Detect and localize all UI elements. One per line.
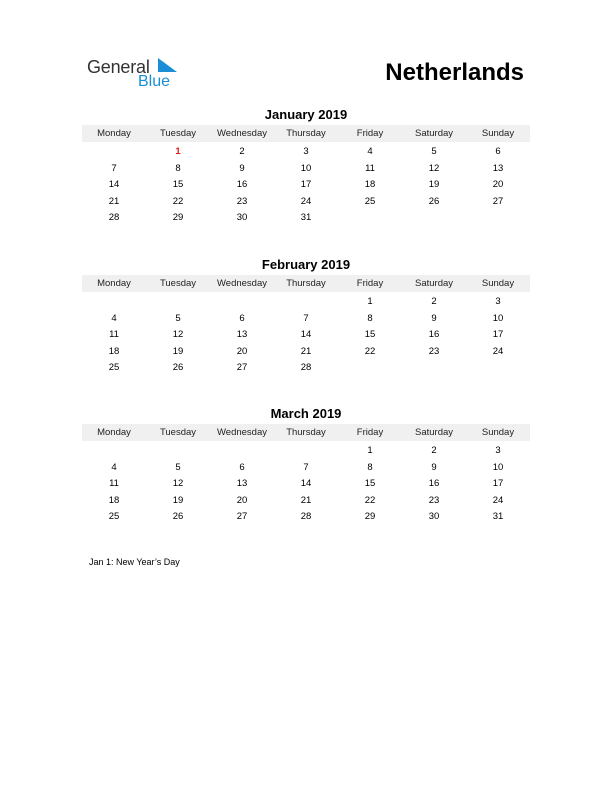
empty-day-cell	[466, 360, 530, 377]
empty-day-cell	[210, 443, 274, 460]
weekday-label: Sunday	[481, 278, 515, 289]
day-cell: 28	[108, 212, 120, 224]
day-cell: 26	[172, 511, 184, 523]
day-cell: 14	[300, 478, 312, 490]
logo-text-blue: Blue	[138, 73, 171, 90]
day-cell: 24	[492, 345, 504, 357]
day-cell: 20	[236, 494, 248, 506]
day-cell: 3	[495, 296, 501, 307]
weekday-label: Wednesday	[217, 128, 267, 139]
logo-text-general: General	[87, 57, 150, 77]
day-cell: 26	[428, 195, 440, 207]
month-calendar-march	[82, 405, 530, 526]
weekday-label: Wednesday	[217, 427, 267, 438]
day-cell: 24	[492, 494, 504, 506]
day-cell: 21	[300, 494, 312, 506]
weekday-label: Saturday	[414, 427, 454, 438]
week-row	[82, 294, 530, 311]
holiday-notes	[89, 556, 180, 568]
empty-day-cell	[82, 443, 146, 460]
weekday-header-row	[82, 125, 530, 142]
week-row	[82, 177, 530, 194]
empty-day-cell	[146, 443, 210, 460]
day-cell: 9	[431, 312, 437, 324]
weekday-label: Wednesday	[217, 278, 267, 289]
day-cell: 23	[236, 195, 248, 207]
empty-day-cell	[402, 360, 466, 377]
day-cell: 25	[108, 511, 120, 523]
day-cell: 30	[428, 511, 440, 523]
day-cell: 1	[367, 445, 373, 456]
month-calendar-february	[82, 256, 530, 377]
weekday-label: Thursday	[286, 427, 326, 438]
day-cell: 3	[495, 445, 501, 456]
month-title: March 2019	[270, 406, 342, 421]
day-cell: 7	[303, 461, 309, 473]
day-cell: 17	[492, 478, 504, 490]
day-cell: 11	[365, 162, 375, 174]
day-cell: 13	[236, 478, 248, 490]
day-cell: 5	[175, 312, 181, 324]
day-cell: 19	[428, 179, 440, 191]
day-cell: 17	[300, 179, 312, 191]
day-cell: 27	[236, 362, 248, 374]
empty-day-cell	[210, 294, 274, 311]
day-cell: 29	[172, 212, 184, 224]
empty-day-cell	[82, 294, 146, 311]
day-cell: 9	[431, 461, 437, 473]
weekday-label: Tuesday	[159, 278, 197, 289]
day-cell: 13	[492, 162, 504, 174]
day-cell: 5	[175, 461, 181, 473]
weekday-header-row	[82, 424, 530, 441]
week-row	[82, 493, 530, 510]
day-cell: 2	[239, 146, 245, 157]
day-cell: 12	[428, 162, 440, 174]
week-row	[82, 360, 530, 377]
day-cell: 13	[236, 329, 248, 341]
empty-day-cell	[466, 210, 530, 227]
day-cell: 31	[492, 511, 504, 523]
month-title: February 2019	[261, 257, 351, 272]
day-cell: 14	[108, 179, 120, 191]
day-cell: 6	[495, 146, 501, 157]
weekday-label: Thursday	[286, 128, 326, 139]
day-cell: 7	[303, 312, 309, 324]
country-title: Netherlands	[385, 59, 524, 86]
day-cell: 19	[172, 494, 184, 506]
day-cell: 15	[172, 179, 184, 191]
week-row	[82, 327, 530, 344]
week-row	[82, 460, 530, 477]
day-cell: 6	[239, 461, 245, 473]
day-cell: 15	[364, 478, 376, 490]
weekday-label: Saturday	[414, 278, 454, 289]
logo-flag-icon	[158, 58, 177, 72]
day-cell: 8	[175, 162, 181, 174]
day-cell: 26	[172, 362, 184, 374]
week-row	[82, 443, 530, 460]
day-cell: 16	[236, 179, 248, 191]
day-cell: 17	[492, 329, 504, 341]
empty-day-cell	[146, 294, 210, 311]
week-row	[82, 476, 530, 493]
day-cell: 31	[300, 212, 312, 224]
day-cell: 23	[428, 345, 440, 357]
weekday-label: Sunday	[481, 427, 515, 438]
day-cell: 30	[236, 212, 248, 224]
weekday-label: Friday	[356, 427, 384, 438]
weekday-label: Monday	[97, 278, 131, 289]
empty-day-cell	[274, 294, 338, 311]
week-row	[82, 311, 530, 328]
day-cell: 29	[364, 511, 376, 523]
day-cell: 14	[300, 329, 312, 341]
day-cell: 19	[172, 345, 184, 357]
day-cell: 9	[239, 162, 245, 174]
empty-day-cell	[338, 360, 402, 377]
weekday-header-row	[82, 275, 530, 292]
weekday-label: Saturday	[414, 128, 454, 139]
week-row	[82, 210, 530, 227]
day-cell: 16	[428, 478, 440, 490]
day-cell: 10	[492, 312, 504, 324]
day-cell: 18	[108, 494, 120, 506]
day-cell: 12	[172, 478, 184, 490]
day-cell: 25	[364, 195, 376, 207]
day-cell: 24	[300, 195, 312, 207]
day-cell: 2	[431, 445, 437, 456]
empty-day-cell	[402, 210, 466, 227]
day-cell: 10	[492, 461, 504, 473]
weekday-label: Tuesday	[159, 427, 197, 438]
weekday-label: Monday	[97, 128, 131, 139]
day-cell: 8	[367, 312, 373, 324]
day-cell: 18	[364, 179, 376, 191]
weekday-label: Tuesday	[159, 128, 197, 139]
day-cell: 1	[367, 296, 373, 307]
day-cell: 22	[364, 494, 376, 506]
week-row	[82, 509, 530, 526]
month-title: January 2019	[264, 107, 348, 122]
weekday-label: Friday	[356, 128, 384, 139]
day-cell: 28	[300, 511, 312, 523]
day-cell: 27	[236, 511, 248, 523]
day-cell: 4	[111, 312, 117, 324]
weekday-label: Friday	[356, 278, 384, 289]
day-cell: 8	[367, 461, 373, 473]
day-cell: 21	[108, 195, 120, 207]
weekday-label: Sunday	[481, 128, 515, 139]
logo	[87, 56, 197, 92]
empty-day-cell	[274, 443, 338, 460]
empty-day-cell	[338, 210, 402, 227]
day-cell: 28	[300, 362, 312, 374]
day-cell: 7	[111, 162, 117, 174]
day-cell: 21	[300, 345, 312, 357]
day-cell: 3	[303, 146, 309, 157]
day-cell: 11	[109, 329, 119, 341]
day-cell: 25	[108, 362, 120, 374]
day-cell: 12	[172, 329, 184, 341]
week-row	[82, 344, 530, 361]
day-cell: 20	[492, 179, 504, 191]
day-cell: 22	[364, 345, 376, 357]
week-row	[82, 144, 530, 161]
day-cell: 22	[172, 195, 184, 207]
day-cell: 18	[108, 345, 120, 357]
week-row	[82, 194, 530, 211]
day-cell: 5	[431, 146, 437, 157]
day-cell: 23	[428, 494, 440, 506]
day-cell: 2	[431, 296, 437, 307]
day-cell: 4	[367, 146, 373, 157]
day-cell: 15	[364, 329, 376, 341]
day-cell: 27	[492, 195, 504, 207]
day-cell: 11	[109, 478, 119, 490]
day-cell: 4	[111, 461, 117, 473]
empty-day-cell	[82, 144, 146, 161]
day-cell: 16	[428, 329, 440, 341]
holiday-note: Jan 1: New Year’s Day	[89, 557, 180, 567]
month-calendar-january	[82, 106, 530, 227]
weekday-label: Monday	[97, 427, 131, 438]
week-row	[82, 161, 530, 178]
weekday-label: Thursday	[286, 278, 326, 289]
day-cell: 20	[236, 345, 248, 357]
day-cell: 10	[300, 162, 312, 174]
day-cell: 6	[239, 312, 245, 324]
day-cell: 1	[175, 146, 181, 157]
